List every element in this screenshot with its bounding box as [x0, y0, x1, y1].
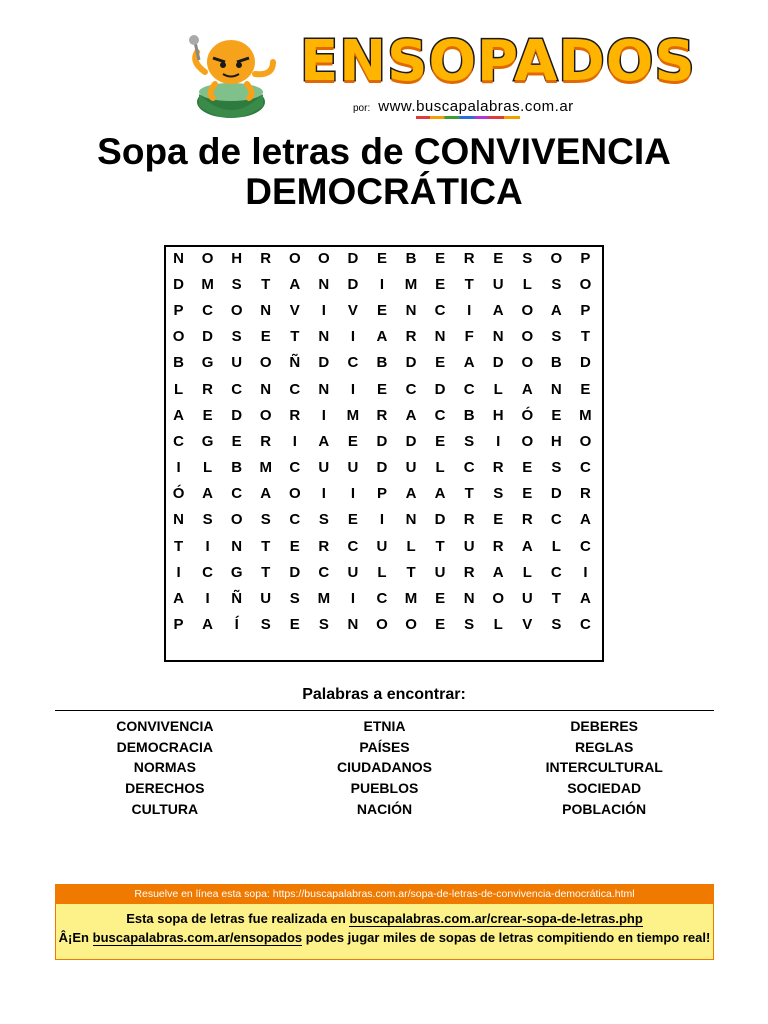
grid-cell: C [579, 537, 591, 555]
grid-cell: U [318, 459, 330, 477]
grid-cell: A [492, 301, 504, 319]
grid-cell: E [289, 616, 300, 634]
grid-cell: G [201, 354, 214, 372]
grid-cell: Ñ [231, 590, 243, 608]
online-solve-link[interactable]: Resuelve en línea esta sopa: https://buscapalabras.com.ar/sopa-de-letras-de-convivencia-democrática.html [56, 885, 713, 904]
grid-cell: O [318, 249, 330, 267]
grid-cell: E [435, 616, 446, 634]
grid-cell: O [259, 406, 272, 424]
grid-cell: Í [234, 616, 239, 634]
grid-cell: A [376, 328, 388, 346]
grid-cell: T [464, 485, 474, 503]
grid-cell: G [201, 432, 214, 450]
grid-cell: O [521, 328, 534, 346]
grid-row [164, 585, 600, 611]
grid-cell: L [406, 537, 416, 555]
grid-cell: A [492, 563, 504, 581]
grid-row [164, 481, 600, 507]
grid-cell: T [261, 537, 271, 555]
grid-cell: N [231, 537, 243, 555]
word-item: PAÍSES [359, 738, 410, 755]
grid-cell: O [201, 249, 214, 267]
grid-cell: U [231, 354, 243, 372]
grid-cell: U [463, 537, 475, 555]
footer-line-1 [56, 911, 713, 926]
grid-cell: A [434, 485, 446, 503]
grid-cell: C [434, 301, 446, 319]
grid-cell: C [202, 563, 214, 581]
create-puzzle-link[interactable]: buscapalabras.com.ar/crear-sopa-de-letras.php [349, 911, 643, 926]
grid-cell: E [435, 354, 446, 372]
grid-cell: R [260, 249, 272, 267]
url-domain: buscapalabras [416, 98, 520, 119]
grid-cell: V [347, 301, 358, 319]
grid-cell: T [464, 275, 474, 293]
grid-cell: E [376, 380, 387, 398]
footer-box [55, 884, 714, 960]
grid-cell: D [405, 432, 417, 450]
grid-cell: E [551, 406, 562, 424]
grid-cell: C [550, 563, 562, 581]
word-item: ETNIA [363, 718, 406, 734]
grid-cell: L [522, 563, 532, 581]
word-column [275, 716, 495, 820]
grid-cell: S [551, 616, 562, 634]
grid-cell: H [550, 432, 562, 450]
word-item: PUEBLOS [350, 780, 419, 797]
grid-cell: O [259, 354, 272, 372]
grid-cell: E [435, 590, 446, 608]
grid-cell: S [318, 616, 329, 634]
grid-cell: O [579, 432, 592, 450]
grid-cell: M [259, 459, 272, 477]
grid-cell: F [464, 328, 474, 346]
grid-cell: B [405, 249, 417, 267]
grid-cell: A [463, 354, 475, 372]
octopus-mascot-icon [185, 32, 277, 120]
grid-cell: M [346, 406, 360, 424]
grid-cell: L [493, 380, 503, 398]
grid-cell: S [522, 249, 533, 267]
footer-line-1-prefix: Esta sopa de letras fue realizada en [126, 911, 350, 926]
grid-cell: U [376, 537, 388, 555]
grid-cell: A [579, 511, 591, 529]
grid-cell: S [551, 459, 562, 477]
grid-cell: E [435, 275, 446, 293]
grid-cell: E [493, 249, 504, 267]
word-item: CONVIVENCIA [116, 718, 214, 734]
grid-cell: H [231, 249, 243, 267]
word-item: DEMOCRACIA [116, 738, 214, 755]
grid-cell: N [405, 301, 417, 319]
grid-cell: A [579, 590, 591, 608]
grid-cell: P [376, 485, 387, 503]
grid-row [164, 324, 600, 350]
grid-cell: E [522, 459, 533, 477]
grid-cell: C [202, 301, 214, 319]
grid-cell: A [550, 301, 562, 319]
grid-cell: C [231, 380, 243, 398]
grid-row [164, 297, 600, 323]
grid-cell: D [550, 485, 562, 503]
grid-cell: D [434, 380, 446, 398]
grid-cell: P [580, 249, 591, 267]
grid-cell: E [376, 249, 387, 267]
grid-cell: S [464, 432, 475, 450]
grid-cell: D [318, 354, 330, 372]
grid-cell: S [493, 485, 504, 503]
grid-cell: I [467, 301, 472, 319]
grid-cell: C [376, 590, 388, 608]
grid-cell: O [521, 432, 534, 450]
grid-cell: C [289, 459, 301, 477]
grid-cell: E [435, 249, 446, 267]
grid-cell: N [492, 328, 504, 346]
grid-cell: S [289, 590, 300, 608]
grid-row [164, 350, 600, 376]
grid-cell: M [404, 590, 418, 608]
grid-cell: N [318, 328, 330, 346]
grid-row [164, 455, 600, 481]
word-item: NORMAS [133, 759, 196, 776]
word-item: POBLACIÓN [562, 800, 647, 817]
grid-cell: R [260, 432, 272, 450]
grid-cell: A [405, 485, 417, 503]
grid-cell: A [202, 616, 214, 634]
grid-cell: R [463, 249, 475, 267]
word-item: REGLAS [574, 738, 634, 755]
grid-cell: D [405, 354, 417, 372]
words-heading: Palabras a encontrar: [302, 686, 466, 703]
grid-cell: E [435, 432, 446, 450]
grid-cell: S [260, 616, 271, 634]
grid-cell: Ó [521, 406, 534, 424]
byline [353, 98, 574, 115]
grid-cell: C [434, 406, 446, 424]
grid-cell: D [347, 275, 359, 293]
grid-cell: T [551, 590, 561, 608]
word-search-grid [164, 245, 600, 638]
grid-cell: C [579, 459, 591, 477]
grid-cell: I [583, 563, 588, 581]
grid-cell: I [350, 485, 355, 503]
word-item: CULTURA [131, 800, 199, 817]
grid-cell: H [492, 406, 504, 424]
grid-cell: E [493, 511, 504, 529]
grid-cell: I [292, 432, 297, 450]
grid-cell: A [173, 406, 184, 424]
divider [55, 710, 714, 711]
grid-cell: N [347, 616, 359, 634]
grid-cell: A [260, 485, 272, 503]
grid-cell: M [317, 590, 331, 608]
grid-cell: C [405, 380, 417, 398]
grid-cell: M [201, 275, 214, 293]
grid-cell: E [522, 485, 533, 503]
grid-row [164, 612, 600, 638]
grid-cell: M [404, 275, 418, 293]
grid-cell: C [347, 354, 359, 372]
grid-cell: D [376, 459, 388, 477]
grid-cell: R [202, 380, 214, 398]
grid-cell: T [261, 275, 271, 293]
grid-cell: C [579, 616, 591, 634]
grid-cell: T [173, 537, 184, 555]
grid-cell: B [463, 406, 475, 424]
grid-cell: L [435, 459, 445, 477]
grid-cell: D [434, 511, 446, 529]
grid-cell: N [434, 328, 446, 346]
grid-cell: I [496, 432, 501, 450]
grid-cell: A [318, 432, 330, 450]
grid-cell: B [173, 354, 184, 372]
grid-cell: C [347, 537, 359, 555]
grid-cell: E [289, 537, 300, 555]
ensopados-link[interactable]: buscapalabras.com.ar/ensopados [92, 930, 303, 945]
grid-cell: I [350, 380, 355, 398]
grid-cell: O [550, 249, 563, 267]
grid-cell: L [203, 459, 213, 477]
grid-cell: A [289, 275, 301, 293]
grid-cell: D [376, 432, 388, 450]
grid-row [164, 271, 600, 297]
grid-cell: I [205, 590, 210, 608]
grid-cell: T [580, 328, 590, 346]
grid-cell: U [521, 590, 533, 608]
grid-cell: S [231, 328, 242, 346]
grid-cell: B [231, 459, 243, 477]
title-line-2: DEMOCRÁTICA [245, 171, 523, 212]
grid-cell: E [202, 406, 213, 424]
word-item: INTERCULTURAL [545, 759, 663, 776]
url-suffix: .com.ar [520, 98, 574, 115]
grid-cell: O [172, 328, 185, 346]
grid-cell: R [521, 511, 533, 529]
grid-cell: C [318, 563, 330, 581]
grid-cell: O [376, 616, 388, 634]
grid-cell: S [464, 616, 475, 634]
grid-row [164, 533, 600, 559]
grid-cell: T [406, 563, 416, 581]
grid-cell: I [176, 459, 181, 477]
word-item: DERECHOS [125, 780, 205, 797]
grid-cell: D [173, 275, 184, 293]
grid-cell: D [579, 354, 591, 372]
grid-cell: V [522, 616, 533, 634]
grid-cell: V [289, 301, 300, 319]
footer-line-2 [56, 930, 713, 945]
grid-cell: N [405, 511, 417, 529]
grid-cell: P [173, 616, 184, 634]
grid-cell: R [579, 485, 591, 503]
word-item: DEBERES [570, 718, 638, 734]
url-prefix: www. [378, 98, 417, 115]
grid-cell: I [350, 328, 355, 346]
grid-cell: A [521, 380, 533, 398]
grid-cell: A [521, 537, 533, 555]
grid-cell: I [379, 275, 385, 293]
grid-cell: B [376, 354, 388, 372]
grid-cell: O [288, 249, 301, 267]
grid-cell: Ó [172, 485, 185, 503]
grid-cell: S [231, 275, 242, 293]
grid-cell: R [376, 406, 388, 424]
grid-cell: R [318, 537, 330, 555]
grid-cell: O [492, 590, 505, 608]
grid-cell: I [321, 406, 326, 424]
grid-row [164, 376, 600, 402]
grid-cell: U [434, 563, 446, 581]
brand-logo-text: ENSOPADOS [300, 29, 696, 94]
grid-cell: Ñ [289, 354, 301, 372]
grid-cell: N [318, 275, 330, 293]
grid-cell: U [492, 275, 504, 293]
grid-cell: N [550, 380, 562, 398]
grid-cell: O [405, 616, 417, 634]
footer-line-2-suffix: podes jugar miles de sopas de letras compitiendo en tiempo real! [302, 930, 711, 945]
grid-cell: N [173, 249, 184, 267]
grid-cell: D [202, 328, 214, 346]
grid-cell: R [405, 328, 417, 346]
word-item: SOCIEDAD [567, 780, 642, 797]
grid-cell: T [261, 563, 271, 581]
grid-cell: N [260, 301, 272, 319]
grid-cell: C [463, 380, 475, 398]
word-list [55, 716, 714, 820]
word-item: NACIÓN [356, 800, 413, 817]
grid-cell: T [435, 537, 445, 555]
grid-cell: I [379, 511, 385, 529]
grid-row [164, 428, 600, 454]
grid-cell: N [463, 590, 475, 608]
grid-row [164, 507, 600, 533]
grid-cell: P [580, 301, 591, 319]
grid-cell: L [522, 275, 532, 293]
grid-cell: D [492, 354, 504, 372]
grid-cell: R [463, 511, 475, 529]
grid-cell: R [463, 563, 475, 581]
grid-cell: R [492, 537, 504, 555]
grid-cell: L [173, 380, 184, 398]
grid-cell: G [230, 563, 243, 581]
grid-cell: D [347, 249, 359, 267]
byline-por: por: [353, 103, 371, 114]
grid-cell: C [231, 485, 243, 503]
word-column [494, 716, 714, 820]
grid-cell: I [205, 537, 210, 555]
grid-cell: L [493, 616, 503, 634]
logo-area [185, 29, 696, 122]
grid-cell: I [321, 301, 326, 319]
grid-cell: I [350, 590, 355, 608]
grid-cell: C [289, 511, 301, 529]
grid-cell: O [230, 301, 243, 319]
grid-cell: E [347, 511, 358, 529]
grid-cell: E [376, 301, 387, 319]
grid-cell: P [173, 301, 184, 319]
grid-cell: R [492, 459, 504, 477]
grid-cell: U [260, 590, 272, 608]
grid-cell: N [173, 511, 184, 529]
page-title [0, 132, 768, 212]
grid-cell: E [231, 432, 242, 450]
grid-cell: S [202, 511, 213, 529]
grid-cell: A [405, 406, 417, 424]
grid-cell: U [405, 459, 417, 477]
grid-cell: T [290, 328, 300, 346]
grid-cell: L [551, 537, 561, 555]
grid-cell: M [579, 406, 592, 424]
title-line-1: Sopa de letras de CONVIVENCIA [97, 131, 671, 172]
grid-cell: L [377, 563, 387, 581]
grid-cell: N [260, 380, 272, 398]
grid-cell: R [289, 406, 301, 424]
grid-cell: C [463, 459, 475, 477]
grid-cell: A [173, 590, 184, 608]
grid-cell: D [289, 563, 301, 581]
grid-cell: C [173, 432, 184, 450]
grid-cell: E [347, 432, 358, 450]
grid-cell: O [579, 275, 592, 293]
grid-cell: B [550, 354, 562, 372]
byline-url[interactable] [378, 98, 573, 119]
grid-cell: N [318, 380, 330, 398]
grid-cell: S [260, 511, 271, 529]
grid-cell: C [550, 511, 562, 529]
grid-row [164, 402, 600, 428]
grid-cell: E [260, 328, 271, 346]
grid-cell: U [347, 459, 359, 477]
grid-cell: O [230, 511, 243, 529]
grid-cell: I [321, 485, 326, 503]
grid-cell: S [551, 328, 562, 346]
word-item: CIUDADANOS [337, 759, 432, 776]
grid-cell: O [521, 354, 534, 372]
grid-cell: E [580, 380, 591, 398]
grid-cell: A [202, 485, 214, 503]
grid-cell: S [318, 511, 329, 529]
word-column [55, 716, 275, 820]
footer-line-2-prefix: Â¡En [58, 930, 93, 945]
grid-cell: O [288, 485, 301, 503]
grid-row [164, 559, 600, 585]
grid-cell: O [521, 301, 534, 319]
grid-cell: C [289, 380, 301, 398]
grid-cell: D [231, 406, 243, 424]
grid-cell: U [347, 563, 359, 581]
grid-cell: I [176, 563, 181, 581]
grid-row [164, 245, 600, 271]
grid-cell: S [551, 275, 562, 293]
